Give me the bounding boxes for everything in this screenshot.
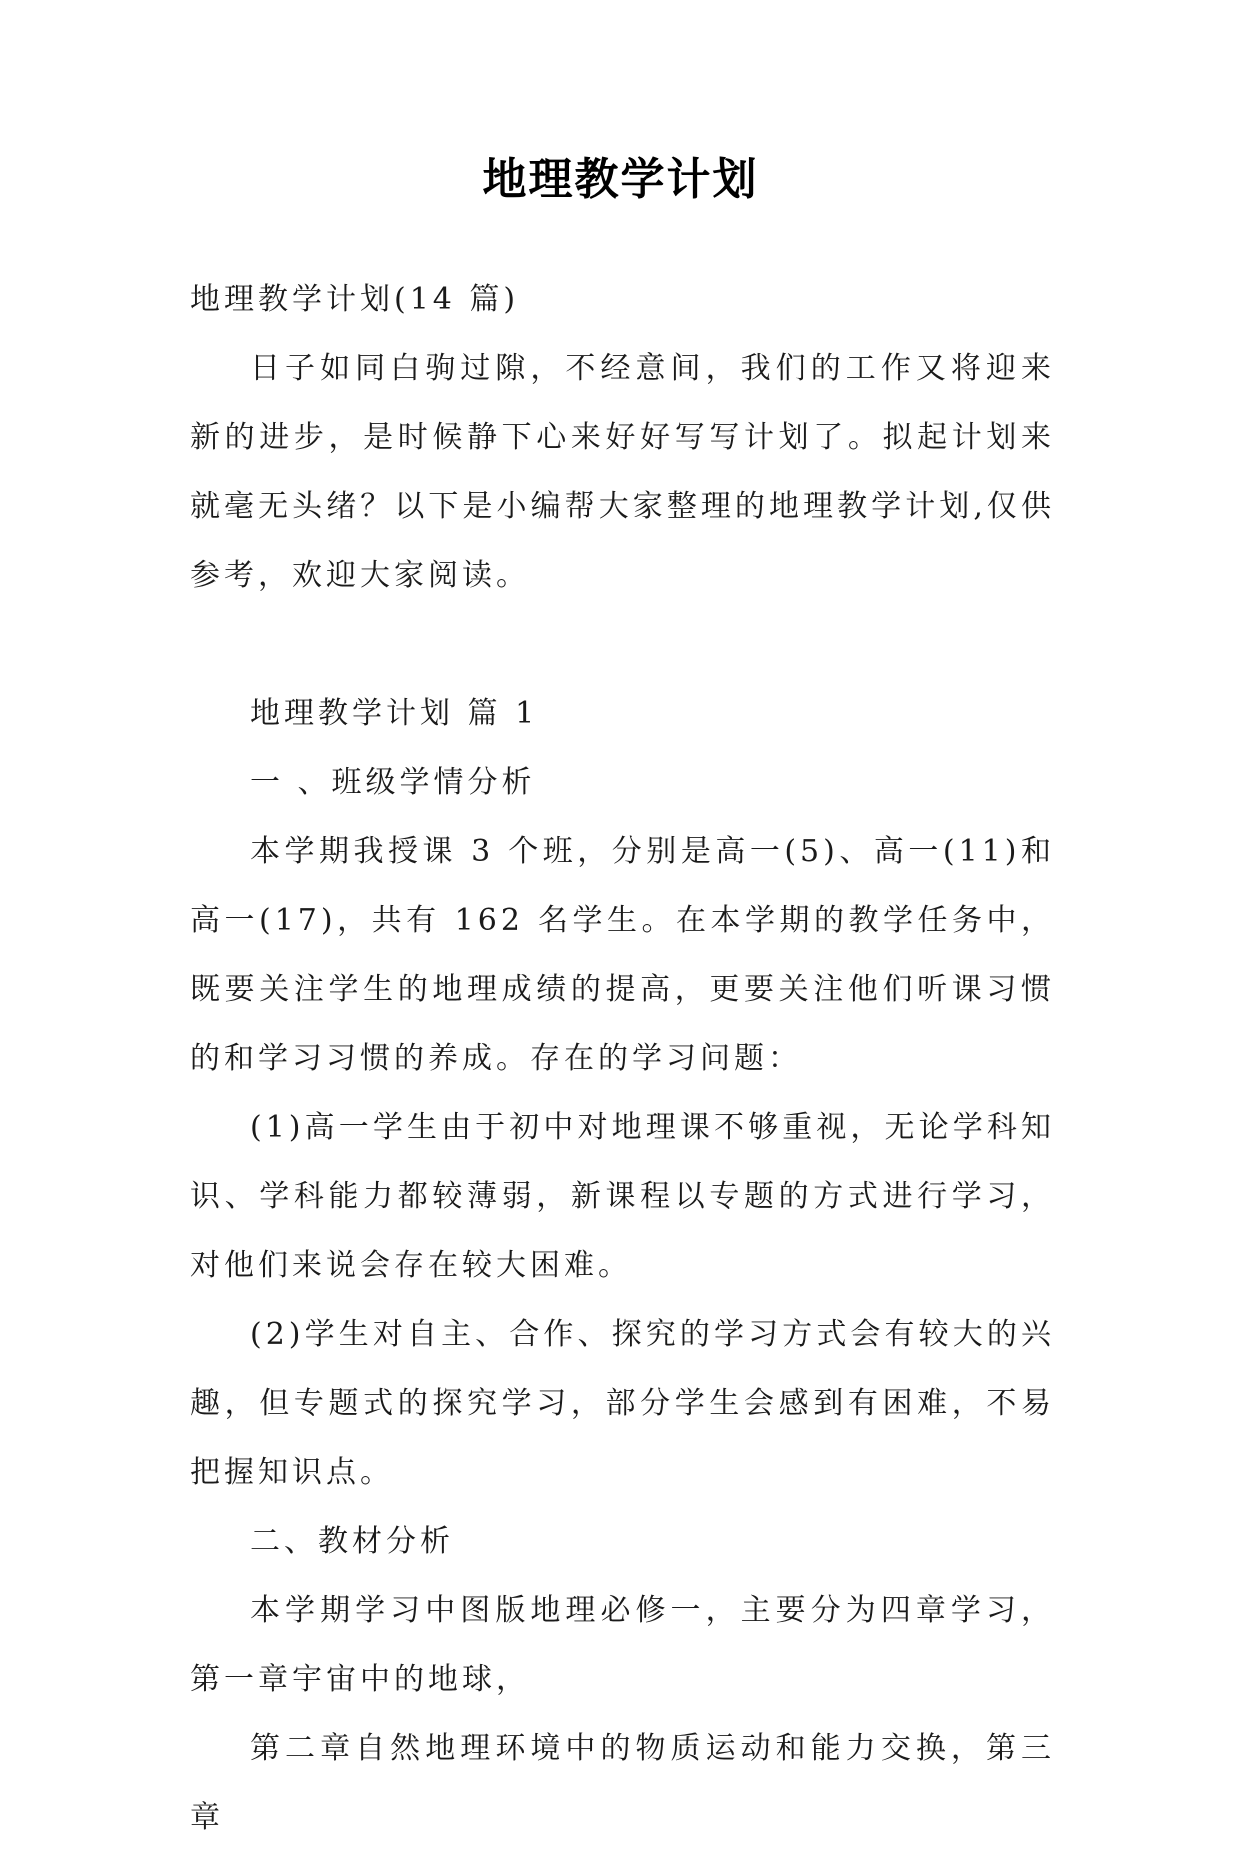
heading-textbook-analysis: 二、教材分析 [250, 1524, 454, 1559]
document-body [190, 265, 1055, 1852]
paragraph-spacer [190, 610, 1055, 679]
paragraph-problem-1: (1)高一学生由于初中对地理课不够重视，无论学科知识、学科能力都较薄弱，新课程以专题的方式进行学习，对他们来说会存在较大困难。 [190, 1110, 1055, 1283]
paragraph-class-overview: 本学期我授课 3 个班，分别是高一(5)、高一(11)和高一(17)，共有 162 名学生。在本学期的教学任务中，既要关注学生的地理成绩的提高，更要关注他们听课习惯的和学习习惯的养成。存在的学习问题： [190, 834, 1055, 1076]
heading-class-analysis: 一 、班级学情分析 [250, 765, 536, 800]
paragraph-textbook-2: 第二章自然地理环境中的物质运动和能力交换，第三章 [190, 1731, 1055, 1835]
intro-paragraph: 日子如同白驹过隙，不经意间，我们的工作又将迎来新的进步，是时候静下心来好好写写计划了。拟起计划来就毫无头绪？以下是小编帮大家整理的地理教学计划,仅供参考，欢迎大家阅读。 [190, 351, 1055, 593]
paragraph-textbook-1: 本学期学习中图版地理必修一，主要分为四章学习，第一章宇宙中的地球， [190, 1593, 1055, 1697]
document-subtitle: 地理教学计划(14 篇) [190, 282, 520, 317]
paragraph-problem-2: (2)学生对自主、合作、探究的学习方式会有较大的兴趣，但专题式的探究学习，部分学生会感到有困难，不易把握知识点。 [190, 1317, 1055, 1490]
document-title: 地理教学计划 [482, 154, 759, 205]
section-heading: 地理教学计划 篇 1 [250, 696, 539, 731]
